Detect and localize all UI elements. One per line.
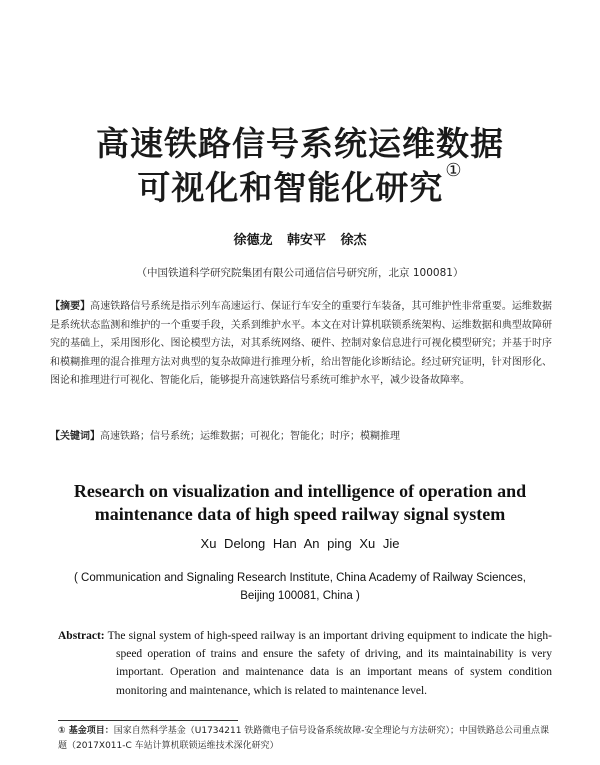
english-title-line1: Research on visualization and intelligence of operation and xyxy=(73,481,527,501)
footnote-label: ① 基金项目： xyxy=(58,726,114,736)
chinese-title-line2 xyxy=(0,162,600,209)
chinese-keywords-label: 【关键词】 xyxy=(50,431,100,442)
chinese-title-line2-text: 可视化和智能化研究 xyxy=(137,168,444,207)
chinese-abstract xyxy=(50,298,552,391)
chinese-keywords-text: 高速铁路；信号系统；运维数据；可视化；智能化；时序；模糊推理 xyxy=(100,431,400,442)
chinese-authors: 徐德龙 韩安平 徐杰 xyxy=(233,233,367,248)
english-abstract-text: The signal system of high-speed railway is an important driving equipment to indicate the high-speed operation of trains and ensure the safety of driving, and its maintainability is very important. Operation and maintenance data is an important means of system condition monitoring and maintenance, which is related to maintenance level. xyxy=(107,630,553,697)
chinese-keywords xyxy=(50,427,552,442)
footnote-divider xyxy=(58,720,238,721)
english-affiliation-line1: ( Communication and Signaling Research Institute, China Academy of Railway Sciences, xyxy=(74,572,526,584)
chinese-abstract-label: 【摘要】 xyxy=(50,301,91,312)
footnote xyxy=(58,724,552,754)
english-title-line2: maintenance data of high speed railway signal system xyxy=(94,504,506,524)
title-footnote-mark[interactable]: ① xyxy=(445,160,463,181)
english-abstract xyxy=(58,627,552,700)
chinese-abstract-text: 高速铁路信号系统是指示列车高速运行、保证行车安全的重要行车装备，其可维护性非常重要。运维数据是系统状态监测和维护的一个重要手段，关系到维护水平。本文在对计算机联锁系统架构、运维数据和典型故障研究的基础上，采用图形化、图论模型方法，对其系统网络、硬件、控制对象信息进行可视化模型研究；并基于时序和模糊推理的混合推理方法对典型的复杂故障进行推理分析，给出智能化诊断结论。经过研究证明，针对图形化、图论和推理进行可视化、智能化后，能够提升高速铁路信号系统可维护水平，减少设备故障率。 xyxy=(50,301,553,386)
english-abstract-label: Abstract: xyxy=(58,630,105,642)
english-authors: Xu Delong Han An ping Xu Jie xyxy=(200,536,400,551)
chinese-title-line1: 高速铁路信号系统运维数据 xyxy=(96,124,504,163)
footnote-text: 国家自然科学基金（U1734211 铁路微电子信号设备系统故障-安全理论与方法研究）；中国铁路总公司重点课题（2017X011-C 车站计算机联锁运维技术深化研究） xyxy=(58,726,550,751)
english-affiliation-line2: Beijing 100081, China ) xyxy=(240,590,360,602)
chinese-affiliation: （中国铁道科学研究院集团有限公司通信信号研究所，北京 100081） xyxy=(136,267,464,279)
